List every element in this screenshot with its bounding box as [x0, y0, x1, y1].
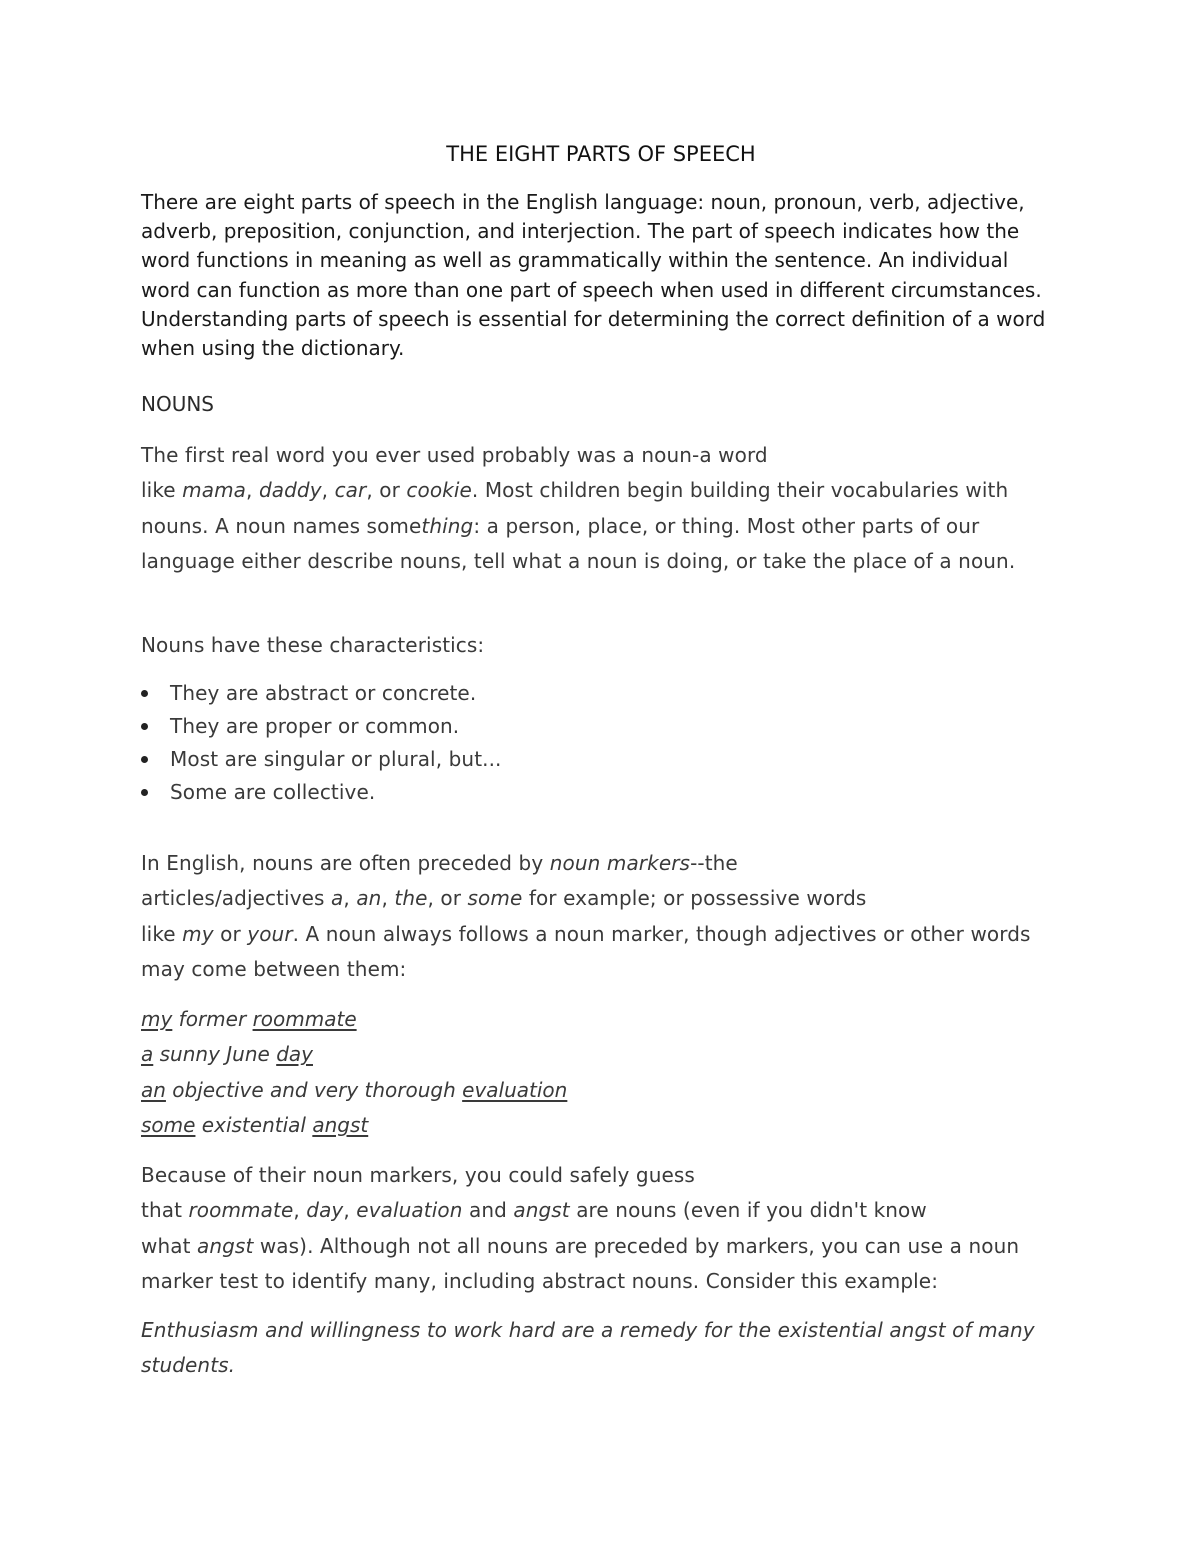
- text-run: and: [462, 1198, 514, 1223]
- text-run: . A noun always follows a noun marker, though adjectives or other words may come between them:: [141, 921, 1031, 981]
- emphasis: a: [331, 886, 344, 911]
- text-run: ,: [246, 478, 259, 503]
- example-line: [141, 1037, 567, 1072]
- list-item-text: They are abstract or concrete.: [170, 681, 477, 705]
- text-run: ,: [343, 886, 357, 911]
- emphasis: roommate: [188, 1198, 294, 1223]
- list-item: [141, 743, 502, 776]
- text-run: ,: [381, 886, 395, 911]
- bullet-icon: [141, 723, 148, 730]
- emphasis: an: [356, 886, 382, 911]
- text-run: ,: [343, 1198, 357, 1223]
- emphasis: angst: [197, 1233, 254, 1258]
- nouns-paragraph-1: [141, 438, 1061, 579]
- noun-marker: some: [141, 1112, 196, 1137]
- text-run: The first real word you ever used probably was a noun-a word: [141, 443, 768, 467]
- noun-marker: an: [141, 1077, 166, 1102]
- characteristics-list: [141, 677, 502, 809]
- emphasis: cookie: [406, 478, 472, 503]
- modifier-text: objective and very thorough: [165, 1077, 463, 1102]
- example-line: [141, 1073, 567, 1108]
- emphasis: thing: [421, 513, 474, 538]
- text-run: like: [141, 478, 183, 503]
- emphasis: car: [334, 478, 367, 503]
- emphasis: mama: [182, 478, 247, 503]
- text-run: are nouns (even if you didn't know: [569, 1198, 927, 1223]
- document-title: THE EIGHT PARTS OF SPEECH: [446, 142, 756, 166]
- list-item: [141, 710, 502, 743]
- list-item-text: Some are collective.: [170, 780, 376, 804]
- emphasis: noun markers: [549, 851, 691, 875]
- text-run: In English, nouns are often preceded by: [141, 851, 550, 875]
- bullet-icon: [141, 756, 148, 763]
- example-sentence: Enthusiasm and willingness to work hard are a remedy for the existential angst of many students.: [141, 1318, 1035, 1378]
- noun-marker-examples: [141, 1002, 567, 1143]
- noun-marker: my: [141, 1007, 173, 1031]
- emphasis: angst: [513, 1198, 570, 1223]
- list-item: [141, 677, 502, 710]
- example-noun: angst: [312, 1112, 369, 1137]
- characteristics-intro: Nouns have these characteristics:: [141, 633, 485, 657]
- bullet-icon: [141, 690, 148, 697]
- text-run: : a person, place, or thing. Most other parts of our language either describe nouns, tell what a noun is doing, or take the place of a noun.: [141, 513, 1016, 573]
- modifier-text: sunny June: [153, 1042, 277, 1067]
- text-run: like: [141, 921, 183, 946]
- example-noun: day: [276, 1042, 313, 1067]
- bullet-icon: [141, 789, 148, 796]
- text-run: for example; or possessive words: [522, 886, 867, 911]
- text-run: ,: [321, 478, 335, 503]
- nouns-heading: NOUNS: [141, 392, 214, 416]
- emphasis: the: [394, 886, 428, 911]
- nouns-paragraph-3: [141, 1158, 1061, 1299]
- text-run: Because of their noun markers, you could safely guess: [141, 1163, 695, 1187]
- emphasis: some: [467, 886, 523, 911]
- emphasis: your: [247, 921, 293, 946]
- text-run: that: [141, 1198, 189, 1223]
- nouns-paragraph-2: [141, 846, 1061, 987]
- modifier-text: existential: [195, 1112, 313, 1137]
- text-run: --the: [690, 851, 738, 875]
- emphasis: evaluation: [356, 1198, 463, 1223]
- text-run: . Most children begin building their vocabularies with nouns. A noun names some: [141, 478, 1009, 538]
- text-run: ,: [293, 1198, 307, 1223]
- emphasis: my: [182, 921, 214, 946]
- list-item-text: They are proper or common.: [170, 714, 460, 738]
- noun-marker: a: [141, 1042, 154, 1067]
- text-run: or: [213, 921, 248, 946]
- emphasis: day: [306, 1198, 344, 1223]
- list-item-text: Most are singular or plural, but...: [170, 747, 502, 771]
- example-line: [141, 1002, 567, 1037]
- emphasis: daddy: [258, 478, 322, 503]
- modifier-text: former: [172, 1007, 253, 1031]
- text-run: was). Although not all nouns are preceded by markers, you can use a noun marker test to identify many, including abstract nouns. Consider this example:: [141, 1233, 1020, 1293]
- text-run: what: [141, 1233, 197, 1258]
- example-line: [141, 1108, 567, 1143]
- text-run: articles/adjectives: [141, 886, 332, 911]
- example-noun: evaluation: [462, 1077, 568, 1102]
- example-noun: roommate: [252, 1007, 357, 1031]
- list-item: [141, 776, 502, 809]
- text-run: , or: [366, 478, 407, 503]
- text-run: , or: [427, 886, 468, 911]
- intro-paragraph: There are eight parts of speech in the English language: noun, pronoun, verb, adjective, adverb, preposition, conjunction, and interjection. The part of speech indicates how the word functions in meaning as well as grammatically within the sentence. An individual word can function as more than one part of speech when used in different circumstances. Understanding parts of speech is essential for determining the correct definition of a word when using the dictionary.: [141, 190, 1046, 361]
